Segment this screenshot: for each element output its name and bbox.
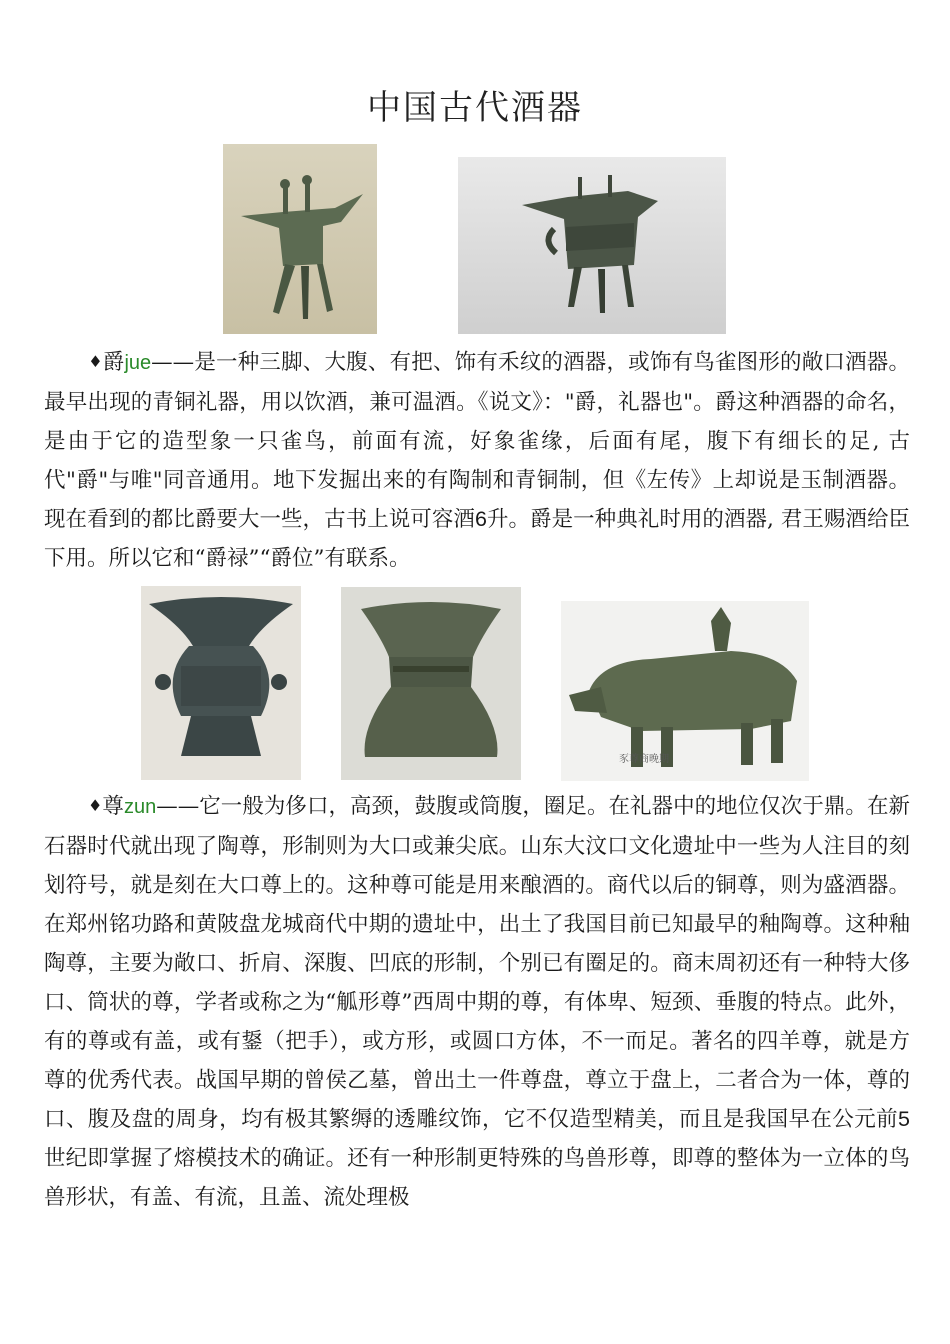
- jue-term: 爵: [102, 350, 125, 375]
- zun-text-1: ——它一般为侈口，高颈，鼓腹或筒腹，圈足。在礼器中的地位仅次于鼎。在新石器时代就出现了陶尊，形制则为大口或兼尖底。山东大汶口文化遗址中一些为人注目的刻划符号，就是刻在大口尊上的。这种尊可能是用来酿酒的。商代以后的铜尊，则为盛酒器。在郑州铭功路和黄陂盘龙城商代中期的遗址中，出土了我国目前已知最早的釉陶尊。这种釉陶尊，主要为敞口、折肩、深腹、凹底的形制，个别已有圈足的。商末周初还有一种特大侈口、筒状的尊，学者或称之为“觚形尊”西周中期的尊，有体卑、短颈、垂腹的特点。此外，有的尊或有盖，或有鋬（把手），或方形，或圆口方体，不一而足。著名的四羊尊，就是方尊的优秀代表。战国早期的曾侯乙墓，曾出土一件尊盘，尊立于盘上，二者合为一体，尊的口、腹及盘的周身，均有极其繁缛的透雕纹饰，它不仅造型精美，而且是我国早在公元前: [44, 794, 910, 1132]
- diamond-bullet-icon: ♦: [88, 352, 103, 371]
- jue-photo-1: [223, 144, 377, 334]
- zun-photo-1: [141, 586, 301, 780]
- zun-century-number: 5: [898, 1107, 910, 1131]
- jue-photo-2: [458, 157, 726, 334]
- jue-text-2: 升。爵是一种典礼时用的酒器, 君王赐酒给臣下用。所以它和“爵禄”“爵位”有联系。: [44, 507, 910, 571]
- diamond-bullet-icon: ♦: [88, 796, 103, 815]
- zun-photo-boar: [561, 601, 809, 781]
- jue-vessel-illustration: [223, 144, 377, 334]
- zun-pinyin: zun: [123, 796, 157, 818]
- zun-term: 尊: [102, 794, 124, 819]
- zun-paragraph: [44, 786, 910, 1217]
- zun-text-2: 世纪即掌握了熔模技术的确证。还有一种形制更特殊的鸟兽形尊，即尊的整体为一立体的鸟兽形状，有盖、有流，且盖、流处理极: [44, 1146, 910, 1210]
- jue-paragraph: [44, 342, 910, 578]
- jue-text-1: ——是一种三脚、大腹、有把、饰有禾纹的酒器，或饰有鸟雀图形的敞口酒器。最早出现的青铜礼器，用以饮酒，兼可温酒。《说文》："爵，礼器也"。爵这种酒器的命名，是由于它的造型象一只雀鸟，前面有流，好象雀缘，后面有尾，腹下有细长的足, 古代"爵"与唯"同音通用。地下发掘出来的有陶制和青铜制，但《左传》上却说是玉制酒器。现在看到的都比爵要大一些，古书上说可容酒: [44, 350, 910, 532]
- jue-capacity-number: 6: [474, 507, 487, 531]
- jue-pinyin: jue: [124, 352, 152, 374]
- boar-zun-caption: 豕尊商晚期: [619, 754, 669, 765]
- page-title: 中国古代酒器: [367, 88, 583, 128]
- zun-photo-2: [341, 587, 521, 780]
